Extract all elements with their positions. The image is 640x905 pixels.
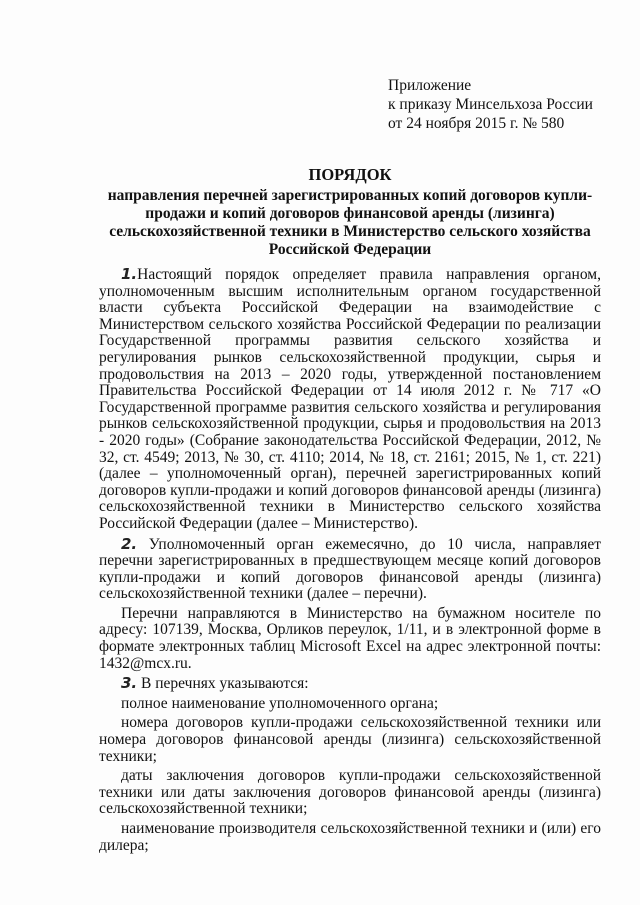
document-body: [99, 266, 601, 854]
document-heading: [90, 166, 610, 259]
appendix-line: Приложение: [388, 77, 472, 94]
paragraph-2b: Перечни направляются в Министерство на бумажном носителе по адресу: 107139, Москва, Орликов переулок, 1/11, и в электронной форме в формате электронных таблиц Microsoft Excel на адрес электронной почты: 1432@mcx.ru.: [99, 604, 601, 672]
paragraph-3: [99, 675, 601, 693]
paragraph-text: Уполномоченный орган ежемесячно, до 10 числа, направляет перечни зарегистрированных в предшествующем месяце копий договоров купли-продажи и копий договоров финансовой аренды (лизинга) сельскохозяйственной техники (далее – перечни).: [99, 535, 601, 603]
appendix-line: от 24 ноября 2015 г. № 580: [388, 115, 565, 132]
paragraph-text: В перечнях указываются:: [137, 675, 309, 693]
paragraph-number: 1.: [121, 265, 138, 283]
paragraph-number: 2.: [121, 534, 138, 553]
paragraph-2: [99, 536, 601, 603]
list-item: полное наименование уполномоченного органа;: [121, 694, 439, 712]
paragraph-number: 3.: [121, 674, 138, 693]
paragraph-text: Настоящий порядок определяет правила направления органом, уполномоченным высшим исполнительным органом государственной власти субъекта Российской Федерации на взаимодействие с Министерством сельского хозяйства Российской Федерации по реализации Государственной программы развития сельского хозяйства и регулирования рынков сельскохозяйственной продукции, сырья и продовольствия на 2013 – 2020 годы, утвержденной постановлением Правительства Российской Федерации от 14 июля 2012 г. № 717 «О Государственной программе развития сельского хозяйства и регулирования рынков сельскохозяйственной продукции, сырья и продовольствия на 2013 - 2020 годы» (Собрание законодательства Российской Федерации, 2012, № 32, ст. 4549; 2013, № 30, ст. 4110; 2014, № 18, ст. 2161; 2015, № 1, ст. 221) (далее – уполномоченный орган), перечней зарегистрированных копий договоров купли-продажи и копий договоров финансовой аренды (лизинга) сельскохозяйственной техники в Министерство сельского хозяйства Российской Федерации (далее – Министерство).: [99, 266, 601, 532]
document-title: ПОРЯДОК: [308, 165, 392, 184]
document-subtitle: направления перечней зарегистрированных копий договоров купли-продажи и копий договоров финансовой аренды (лизинга) сельскохозяйственной техники в Министерство сельского хозяйства Российской Федерации: [107, 187, 593, 258]
list-item: даты заключения договоров купли-продажи сельскохозяйственной техники или даты заключения договоров финансовой аренды (лизинга) сельскохозяйственной техники;: [99, 767, 601, 818]
appendix-block: [388, 76, 593, 133]
appendix-line: к приказу Минсельхоза России: [388, 96, 593, 113]
paragraph-1: [99, 266, 601, 533]
list-item: номера договоров купли-продажи сельскохозяйственной техники или номера договоров финансовой аренды (лизинга) сельскохозяйственной техники;: [99, 714, 601, 765]
list-item: наименование производителя сельскохозяйственной техники и (или) его дилера;: [99, 820, 601, 854]
